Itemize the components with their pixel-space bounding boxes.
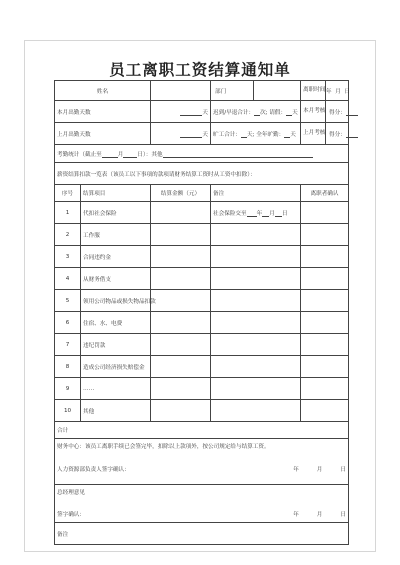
col-item-header: 结算项目 — [81, 185, 151, 202]
row-item: 工作服 — [81, 224, 151, 246]
table-row — [55, 202, 349, 224]
row-no: 10 — [55, 400, 81, 422]
row-no: 8 — [55, 356, 81, 378]
table-row — [55, 312, 349, 334]
row-no: 9 — [55, 378, 81, 400]
row-confirm-field[interactable] — [301, 356, 349, 378]
row-amount-field[interactable] — [151, 312, 211, 334]
row-no: 7 — [55, 334, 81, 356]
finance-signoff-row — [55, 439, 349, 485]
row-confirm-field[interactable] — [301, 224, 349, 246]
row-confirm-field[interactable] — [301, 202, 349, 224]
table-row — [55, 378, 349, 400]
settlement-form — [54, 80, 348, 545]
row-item: 违纪罚款 — [81, 334, 151, 356]
row-item: 从财务借支 — [81, 268, 151, 290]
row-amount-field[interactable] — [151, 356, 211, 378]
row-amount-field[interactable] — [151, 246, 211, 268]
this-month-exam-label: 本月考核 — [301, 101, 326, 122]
row-confirm-field[interactable] — [301, 312, 349, 334]
row-confirm-field[interactable] — [301, 268, 349, 290]
hr-sign-date-field[interactable]: 年 月 日 — [293, 467, 347, 473]
row-no: 4 — [55, 268, 81, 290]
remarks-row — [55, 523, 349, 545]
leave-time-label: 离职时间 — [301, 81, 326, 100]
row-no: 5 — [55, 290, 81, 312]
row-remark-field[interactable] — [211, 312, 301, 334]
col-confirm-header: 离职者确认 — [301, 185, 349, 202]
row-confirm-field[interactable] — [301, 334, 349, 356]
row-remark-field[interactable] — [211, 356, 301, 378]
table-row — [55, 268, 349, 290]
row-remark-field[interactable] — [211, 224, 301, 246]
total-row — [55, 422, 349, 439]
late-leave-field[interactable]: 迟到/早退合计： 次; 请假： 天 — [211, 101, 301, 123]
attendance-row-2 — [55, 123, 349, 145]
row-item: 合同违约金 — [81, 246, 151, 268]
attendance-stats-field[interactable]: 考勤统计（截止至 月 日）：其他 — [55, 145, 349, 163]
deduction-note: 薪资结算扣款一览表（该员工以下事项的款项请财务结算工资时从工资中扣除）： — [55, 163, 349, 185]
gm-opinion-row — [55, 485, 349, 523]
deduction-table-header — [55, 185, 349, 202]
remarks-label: 备注 — [55, 523, 349, 545]
last-month-exam-label: 上月考核 — [301, 123, 326, 144]
row-amount-field[interactable] — [151, 224, 211, 246]
this-month-days-field[interactable]: 天 — [151, 101, 211, 123]
row-amount-field[interactable] — [151, 290, 211, 312]
hr-sign-label: 人力资源部负责人签字确认： — [57, 467, 130, 473]
row-remark-field[interactable] — [211, 246, 301, 268]
row-item: 其他 — [81, 400, 151, 422]
row-remark-field[interactable] — [211, 290, 301, 312]
row-no: 3 — [55, 246, 81, 268]
row-no: 6 — [55, 312, 81, 334]
attendance-stats-row — [55, 145, 349, 163]
last-month-days-field[interactable]: 天 — [151, 123, 211, 145]
name-field[interactable] — [151, 81, 211, 101]
row-amount-field[interactable] — [151, 378, 211, 400]
row-item: 领用公司物品或损失物品扣款 — [81, 290, 151, 312]
table-row — [55, 224, 349, 246]
form-table — [54, 80, 349, 545]
row-remark-field[interactable]: 社会保险交至 年 月 日 — [211, 202, 301, 224]
row-remark-field[interactable] — [211, 378, 301, 400]
row-confirm-field[interactable] — [301, 378, 349, 400]
row-item: …… — [81, 378, 151, 400]
col-amount-header: 结算金额（元） — [151, 185, 211, 202]
row-remark-field[interactable] — [211, 334, 301, 356]
leave-date-field[interactable]: 年 月 日 — [326, 88, 350, 95]
row-remark-field[interactable] — [211, 268, 301, 290]
table-row — [55, 334, 349, 356]
table-row — [55, 400, 349, 422]
header-row — [55, 81, 349, 101]
row-amount-field[interactable] — [151, 334, 211, 356]
gm-opinion-label: 总经理意见 — [57, 490, 85, 496]
table-row — [55, 356, 349, 378]
total-label: 合计 — [55, 422, 349, 439]
row-confirm-field[interactable] — [301, 400, 349, 422]
dept-field[interactable] — [254, 81, 300, 100]
this-month-attendance-label: 本月出勤天数 — [55, 101, 151, 123]
row-item: 造成公司经济损失赔偿金 — [81, 356, 151, 378]
finance-note: 财务中心：该员工离职手续已会签完毕，扣除以上款项外，按公司规定给与结算工资。 — [57, 444, 270, 450]
table-row — [55, 246, 349, 268]
row-confirm-field[interactable] — [301, 246, 349, 268]
row-item: 住宿、水、电费 — [81, 312, 151, 334]
deduction-note-row — [55, 163, 349, 185]
document-title: 员工离职工资结算通知单 — [109, 60, 291, 79]
gm-sign-date-field[interactable]: 年 月 日 — [293, 512, 347, 518]
this-month-score-field[interactable]: 得分： — [326, 108, 358, 116]
table-row — [55, 290, 349, 312]
last-month-attendance-label: 上月出勤天数 — [55, 123, 151, 145]
row-no: 1 — [55, 202, 81, 224]
row-amount-field[interactable] — [151, 400, 211, 422]
row-amount-field[interactable] — [151, 268, 211, 290]
row-confirm-field[interactable] — [301, 290, 349, 312]
last-month-score-field[interactable]: 得分： — [326, 130, 358, 138]
dept-label: 部门 — [211, 81, 254, 100]
row-no: 2 — [55, 224, 81, 246]
row-item: 代扣社会保险 — [81, 202, 151, 224]
col-no-header: 序号 — [55, 185, 81, 202]
row-remark-field[interactable] — [211, 400, 301, 422]
row-amount-field[interactable] — [151, 202, 211, 224]
absent-field[interactable]: 旷工合计： 天; 全年旷勤： 天 — [211, 123, 301, 145]
name-label: 姓名 — [55, 81, 151, 101]
col-remark-header: 备注 — [211, 185, 301, 202]
gm-sign-label: 签字确认： — [57, 512, 85, 518]
attendance-row-1 — [55, 101, 349, 123]
